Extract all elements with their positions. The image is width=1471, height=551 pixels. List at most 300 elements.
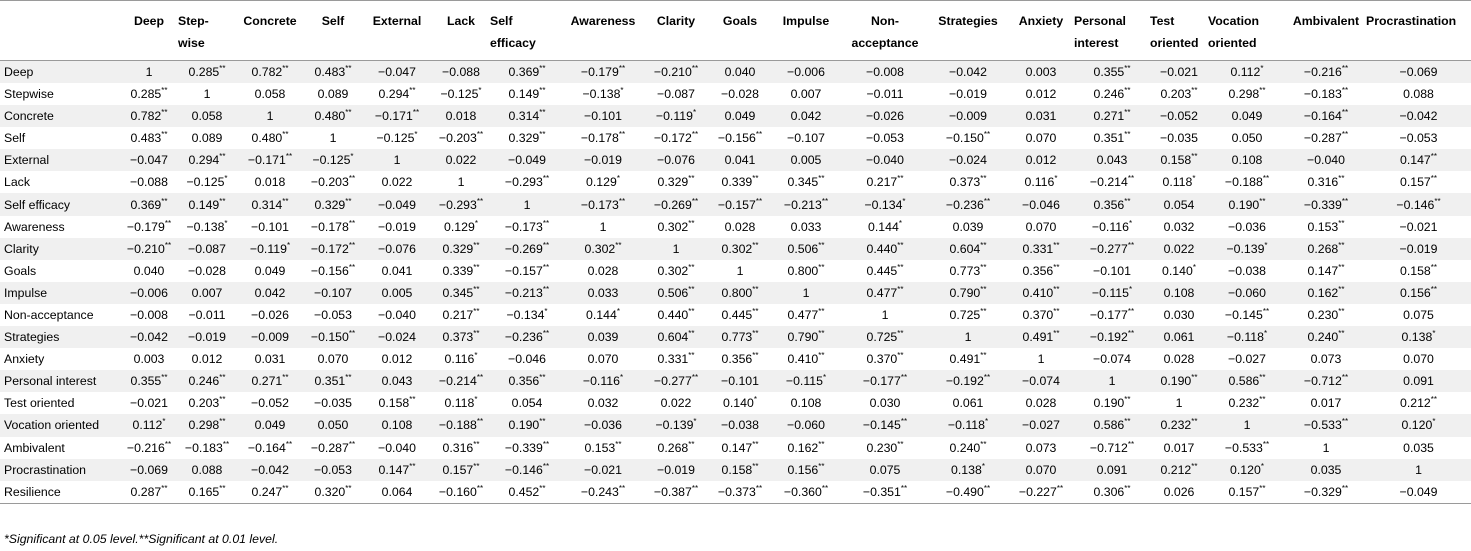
table-cell: 0.285**: [178, 61, 236, 84]
significance-marker: **: [1124, 85, 1131, 95]
table-cell: 0.022: [432, 149, 490, 171]
significance-marker: **: [618, 196, 626, 206]
significance-marker: **: [752, 284, 759, 294]
significance-marker: *: [902, 196, 906, 206]
significance-marker: **: [476, 196, 484, 206]
table-cell: −0.173**: [490, 216, 564, 238]
significance-marker: **: [1338, 240, 1345, 250]
table-cell: 1: [770, 282, 842, 304]
table-row: [0, 437, 1471, 459]
table-cell: −0.036: [1208, 216, 1286, 238]
table-cell: 0.355**: [120, 370, 178, 392]
table-cell: −0.139*: [642, 414, 710, 436]
table-cell: 0.049: [710, 105, 770, 127]
table-cell: −0.116*: [1074, 216, 1150, 238]
table-cell: 0.050: [304, 414, 362, 436]
table-cell: 0.268**: [642, 437, 710, 459]
row-label: Stepwise: [0, 83, 120, 105]
table-cell: −0.490**: [928, 481, 1008, 504]
table-cell: 0.156**: [1366, 282, 1471, 304]
column-header: Awareness: [564, 1, 642, 61]
table-cell: −0.053: [1366, 127, 1471, 149]
table-cell: 1: [842, 304, 928, 326]
table-cell: 0.440**: [842, 238, 928, 260]
significance-marker: **: [1127, 439, 1135, 449]
table-cell: 0.108: [1208, 149, 1286, 171]
table-cell: −0.157**: [490, 260, 564, 282]
table-cell: 0.586**: [1208, 370, 1286, 392]
table-cell: 0.070: [1008, 127, 1074, 149]
row-label: Anxiety: [0, 348, 120, 370]
table-cell: 0.012: [362, 348, 432, 370]
significance-marker: *: [474, 351, 478, 361]
table-cell: −0.042: [928, 61, 1008, 84]
table-cell: 0.246**: [1074, 83, 1150, 105]
significance-marker: **: [818, 240, 825, 250]
table-row: [0, 260, 1471, 282]
significance-marker: **: [1191, 373, 1198, 383]
table-cell: 0.022: [362, 171, 432, 193]
table-cell: 0.351**: [1074, 127, 1150, 149]
significance-marker: **: [542, 461, 550, 471]
column-header: Anxiety: [1008, 1, 1074, 61]
table-cell: 0.070: [1008, 459, 1074, 481]
significance-marker: **: [752, 439, 759, 449]
table-cell: 0.091: [1366, 370, 1471, 392]
table-cell: 0.149**: [490, 83, 564, 105]
significance-marker: **: [752, 174, 759, 184]
table-cell: −0.046: [1008, 193, 1074, 215]
significance-marker: **: [285, 152, 293, 162]
table-cell: −0.373**: [710, 481, 770, 504]
table-cell: −0.049: [490, 149, 564, 171]
significance-marker: **: [688, 439, 695, 449]
row-label: Ambivalent: [0, 437, 120, 459]
significance-marker: *: [1192, 262, 1196, 272]
significance-marker: **: [618, 63, 626, 73]
table-cell: 0.089: [178, 127, 236, 149]
table-cell: −0.074: [1074, 348, 1150, 370]
significance-marker: **: [1341, 483, 1349, 493]
table-cell: 0.480**: [304, 105, 362, 127]
table-cell: 0.070: [1366, 348, 1471, 370]
table-row: [0, 193, 1471, 215]
table-cell: 0.158**: [1150, 149, 1208, 171]
table-cell: 0.477**: [842, 282, 928, 304]
table-cell: −0.024: [362, 326, 432, 348]
table-cell: 0.073: [1008, 437, 1074, 459]
significance-marker: **: [1124, 63, 1131, 73]
table-cell: 0.075: [842, 459, 928, 481]
significance-marker: **: [348, 262, 356, 272]
table-cell: 1: [432, 171, 490, 193]
table-cell: 0.287**: [120, 481, 178, 504]
table-cell: −0.287**: [1286, 127, 1366, 149]
table-row: [0, 348, 1471, 370]
table-cell: −0.329**: [1286, 481, 1366, 504]
significance-marker: *: [753, 395, 757, 405]
table-cell: 0.790**: [928, 282, 1008, 304]
significance-marker: **: [1259, 395, 1266, 405]
table-cell: 0.005: [362, 282, 432, 304]
significance-marker: **: [1191, 85, 1198, 95]
table-cell: 0.039: [928, 216, 1008, 238]
significance-marker: **: [345, 196, 352, 206]
table-cell: 0.483**: [304, 61, 362, 84]
significance-marker: **: [161, 196, 168, 206]
significance-marker: *: [224, 174, 228, 184]
significance-marker: **: [752, 351, 759, 361]
significance-marker: **: [1124, 395, 1131, 405]
table-cell: 0.054: [1150, 193, 1208, 215]
significance-marker: **: [539, 373, 546, 383]
significance-marker: **: [688, 218, 695, 228]
table-cell: −0.156**: [304, 260, 362, 282]
table-cell: 0.410**: [1008, 282, 1074, 304]
significance-marker: **: [688, 328, 695, 338]
table-cell: −0.101: [710, 370, 770, 392]
table-row: [0, 304, 1471, 326]
significance-marker: **: [818, 351, 825, 361]
significance-marker: **: [1191, 152, 1198, 162]
table-cell: 0.061: [1150, 326, 1208, 348]
significance-marker: **: [345, 63, 352, 73]
significance-marker: **: [691, 130, 699, 140]
significance-marker: **: [688, 306, 695, 316]
table-cell: 0.369**: [120, 193, 178, 215]
row-label: Personal interest: [0, 370, 120, 392]
table-cell: 0.040: [120, 260, 178, 282]
table-cell: 0.268**: [1286, 238, 1366, 260]
significance-marker: **: [282, 373, 289, 383]
significance-marker: **: [818, 461, 825, 471]
table-cell: −0.053: [304, 459, 362, 481]
significance-marker: **: [1191, 417, 1198, 427]
significance-marker: **: [1262, 306, 1270, 316]
table-cell: 0.018: [236, 171, 304, 193]
table-cell: −0.074: [1008, 370, 1074, 392]
table-cell: 0.800**: [710, 282, 770, 304]
significance-marker: **: [282, 483, 289, 493]
table-cell: 0.147**: [1286, 260, 1366, 282]
significance-marker: **: [691, 196, 699, 206]
table-cell: −0.214**: [1074, 171, 1150, 193]
table-cell: −0.216**: [1286, 61, 1366, 84]
table-cell: −0.214**: [432, 370, 490, 392]
table-cell: −0.028: [710, 83, 770, 105]
significance-marker: **: [821, 483, 829, 493]
table-cell: −0.146**: [490, 459, 564, 481]
table-cell: 0.108: [1150, 282, 1208, 304]
table-cell: 0.790**: [770, 326, 842, 348]
table-cell: 0.285**: [120, 83, 178, 105]
table-cell: 0.217**: [842, 171, 928, 193]
table-cell: 0.157**: [1208, 481, 1286, 504]
table-cell: 0.108: [770, 392, 842, 414]
significance-marker: **: [473, 284, 480, 294]
table-cell: −0.049: [1366, 481, 1471, 504]
significance-marker: **: [161, 85, 168, 95]
table-cell: −0.179**: [120, 216, 178, 238]
table-row: [0, 238, 1471, 260]
table-cell: −0.009: [236, 326, 304, 348]
table-cell: −0.021: [120, 392, 178, 414]
table-cell: −0.138*: [564, 83, 642, 105]
significance-marker: *: [286, 240, 291, 250]
significance-marker: **: [542, 174, 550, 184]
table-cell: −0.277**: [642, 370, 710, 392]
table-cell: −0.173**: [564, 193, 642, 215]
table-cell: 1: [710, 260, 770, 282]
significance-marker: **: [219, 63, 226, 73]
significance-marker: **: [1430, 174, 1437, 184]
significance-marker: **: [161, 130, 168, 140]
table-cell: 0.070: [564, 348, 642, 370]
significance-marker: *: [478, 85, 482, 95]
table-cell: 0.483**: [120, 127, 178, 149]
table-cell: 0.033: [770, 216, 842, 238]
table-cell: 0.345**: [432, 282, 490, 304]
significance-marker: **: [345, 373, 352, 383]
table-row: [0, 326, 1471, 348]
table-row: [0, 127, 1471, 149]
significance-marker: **: [1124, 108, 1131, 118]
significance-marker: **: [219, 373, 226, 383]
table-cell: 0.773**: [928, 260, 1008, 282]
table-cell: 0.007: [770, 83, 842, 105]
table-cell: −0.227**: [1008, 481, 1074, 504]
table-cell: −0.019: [178, 326, 236, 348]
table-cell: −0.150**: [304, 326, 362, 348]
table-cell: −0.019: [642, 459, 710, 481]
table-cell: 0.306**: [1074, 481, 1150, 504]
significance-marker: **: [818, 306, 825, 316]
table-cell: 1: [1208, 414, 1286, 436]
significance-marker: **: [818, 328, 825, 338]
table-cell: 0.070: [304, 348, 362, 370]
significance-marker: **: [473, 439, 480, 449]
significance-marker: *: [474, 395, 478, 405]
table-cell: 0.302**: [564, 238, 642, 260]
table-cell: −0.360**: [770, 481, 842, 504]
table-cell: 1: [178, 83, 236, 105]
table-cell: 0.410**: [770, 348, 842, 370]
column-header: Procrastination: [1366, 1, 1471, 61]
significance-marker: *: [224, 218, 228, 228]
table-cell: 0.369**: [490, 61, 564, 84]
table-cell: 0.041: [362, 260, 432, 282]
row-label: Resilience: [0, 481, 120, 504]
table-cell: 0.247**: [236, 481, 304, 504]
table-cell: −0.293**: [432, 193, 490, 215]
significance-marker: **: [1053, 306, 1060, 316]
significance-marker: **: [1127, 240, 1135, 250]
column-header: Ambivalent: [1286, 1, 1366, 61]
table-cell: 0.054: [490, 392, 564, 414]
table-cell: 0.064: [362, 481, 432, 504]
table-cell: 0.298**: [178, 414, 236, 436]
significance-marker: **: [164, 218, 172, 228]
table-cell: −0.139*: [1208, 238, 1286, 260]
table-cell: −0.115*: [770, 370, 842, 392]
table-cell: 0.120*: [1208, 459, 1286, 481]
table-cell: −0.052: [1150, 105, 1208, 127]
significance-marker: **: [688, 174, 695, 184]
significance-marker: **: [539, 417, 546, 427]
significance-marker: *: [981, 461, 985, 471]
table-cell: 0.190**: [1074, 392, 1150, 414]
table-cell: −0.134*: [490, 304, 564, 326]
table-cell: −0.134*: [842, 193, 928, 215]
table-cell: −0.712**: [1286, 370, 1366, 392]
table-cell: 0.041: [710, 149, 770, 171]
significance-marker: **: [618, 483, 626, 493]
table-cell: 0.356**: [1008, 260, 1074, 282]
row-label: Strategies: [0, 326, 120, 348]
table-cell: 0.320**: [304, 481, 362, 504]
significance-marker: **: [282, 130, 289, 140]
significance-marker: *: [898, 218, 902, 228]
table-cell: 0.452**: [490, 481, 564, 504]
table-cell: 0.039: [564, 326, 642, 348]
table-cell: 1: [236, 105, 304, 127]
significance-marker: *: [616, 306, 620, 316]
table-cell: −0.160**: [432, 481, 490, 504]
column-header: Deep: [120, 1, 178, 61]
table-cell: −0.533**: [1286, 414, 1366, 436]
significance-marker: **: [1338, 174, 1345, 184]
table-cell: 0.373**: [432, 326, 490, 348]
table-cell: 0.162**: [770, 437, 842, 459]
table-cell: 0.240**: [1286, 326, 1366, 348]
significance-marker: **: [980, 284, 987, 294]
table-cell: 0.022: [642, 392, 710, 414]
table-body: [0, 61, 1471, 504]
table-cell: −0.027: [1208, 348, 1286, 370]
table-cell: 0.050: [1208, 127, 1286, 149]
table-cell: −0.021: [1366, 216, 1471, 238]
table-cell: −0.177**: [1074, 304, 1150, 326]
table-cell: 1: [1074, 370, 1150, 392]
significance-marker: **: [1338, 306, 1345, 316]
significance-marker: **: [980, 174, 987, 184]
table-cell: 0.782**: [120, 105, 178, 127]
significance-marker: **: [1053, 328, 1060, 338]
significance-marker: **: [1338, 284, 1345, 294]
table-cell: 0.108: [362, 414, 432, 436]
significance-marker: **: [1124, 483, 1131, 493]
significance-marker: *: [1264, 240, 1268, 250]
table-cell: 0.232**: [1208, 392, 1286, 414]
table-cell: 0.032: [1150, 216, 1208, 238]
table-cell: −0.150**: [928, 127, 1008, 149]
table-cell: 0.043: [1074, 149, 1150, 171]
table-cell: 0.116*: [432, 348, 490, 370]
table-cell: 0.355**: [1074, 61, 1150, 84]
significance-marker: **: [222, 439, 230, 449]
table-cell: 0.356**: [490, 370, 564, 392]
significance-marker: **: [409, 461, 416, 471]
significance-marker: **: [1127, 174, 1135, 184]
table-cell: 0.230**: [842, 437, 928, 459]
column-header: Test oriented: [1150, 1, 1208, 61]
row-label: Concrete: [0, 105, 120, 127]
significance-marker: *: [414, 130, 418, 140]
table-cell: 0.012: [178, 348, 236, 370]
significance-marker: **: [161, 483, 168, 493]
table-cell: 0.075: [1366, 304, 1471, 326]
table-cell: 0.049: [1208, 105, 1286, 127]
table-cell: 0.445**: [842, 260, 928, 282]
table-cell: −0.069: [120, 459, 178, 481]
table-cell: −0.178**: [564, 127, 642, 149]
column-header: Vocation oriented: [1208, 1, 1286, 61]
table-cell: 0.190**: [1208, 193, 1286, 215]
significance-marker: **: [1124, 196, 1131, 206]
table-cell: 0.298**: [1208, 83, 1286, 105]
significance-marker: *: [1432, 417, 1436, 427]
significance-marker: **: [539, 108, 546, 118]
table-cell: −0.277**: [1074, 238, 1150, 260]
significance-marker: **: [1262, 439, 1270, 449]
table-cell: −0.210**: [120, 238, 178, 260]
table-row: [0, 481, 1471, 504]
table-cell: 0.445**: [710, 304, 770, 326]
table-cell: 0.203**: [1150, 83, 1208, 105]
table-cell: 0.012: [1008, 149, 1074, 171]
table-cell: −0.171**: [236, 149, 304, 171]
significance-marker: **: [688, 351, 695, 361]
table-cell: 0.345**: [770, 171, 842, 193]
table-cell: 0.773**: [710, 326, 770, 348]
significance-marker: **: [980, 240, 987, 250]
table-cell: −0.024: [928, 149, 1008, 171]
table-cell: −0.712**: [1074, 437, 1150, 459]
table-cell: 0.331**: [642, 348, 710, 370]
table-cell: 0.035: [1286, 459, 1366, 481]
significance-marker: **: [282, 63, 289, 73]
table-row: [0, 370, 1471, 392]
significance-marker: *: [1260, 461, 1264, 471]
table-cell: 0.088: [1366, 83, 1471, 105]
table-cell: 0.339**: [432, 260, 490, 282]
table-cell: 0.302**: [710, 238, 770, 260]
table-cell: −0.040: [842, 149, 928, 171]
table-cell: 0.370**: [842, 348, 928, 370]
significance-marker: **: [476, 417, 484, 427]
table-cell: 1: [564, 216, 642, 238]
significance-marker: **: [755, 196, 763, 206]
table-cell: −0.179**: [564, 61, 642, 84]
table-cell: −0.269**: [642, 193, 710, 215]
column-header: Non- acceptance: [842, 1, 928, 61]
table-cell: 0.157**: [432, 459, 490, 481]
table-cell: 0.003: [120, 348, 178, 370]
table-cell: −0.101: [1074, 260, 1150, 282]
table-cell: 0.140*: [1150, 260, 1208, 282]
table-cell: 0.049: [236, 260, 304, 282]
table-cell: −0.156**: [710, 127, 770, 149]
column-header: Concrete: [236, 1, 304, 61]
column-header: Impulse: [770, 1, 842, 61]
significance-marker: **: [818, 439, 825, 449]
significance-marker: **: [688, 284, 695, 294]
table-cell: −0.021: [1150, 61, 1208, 84]
corner-cell: [0, 1, 120, 61]
significance-marker: **: [219, 152, 226, 162]
significance-marker: *: [350, 152, 354, 162]
significance-marker: *: [544, 306, 548, 316]
